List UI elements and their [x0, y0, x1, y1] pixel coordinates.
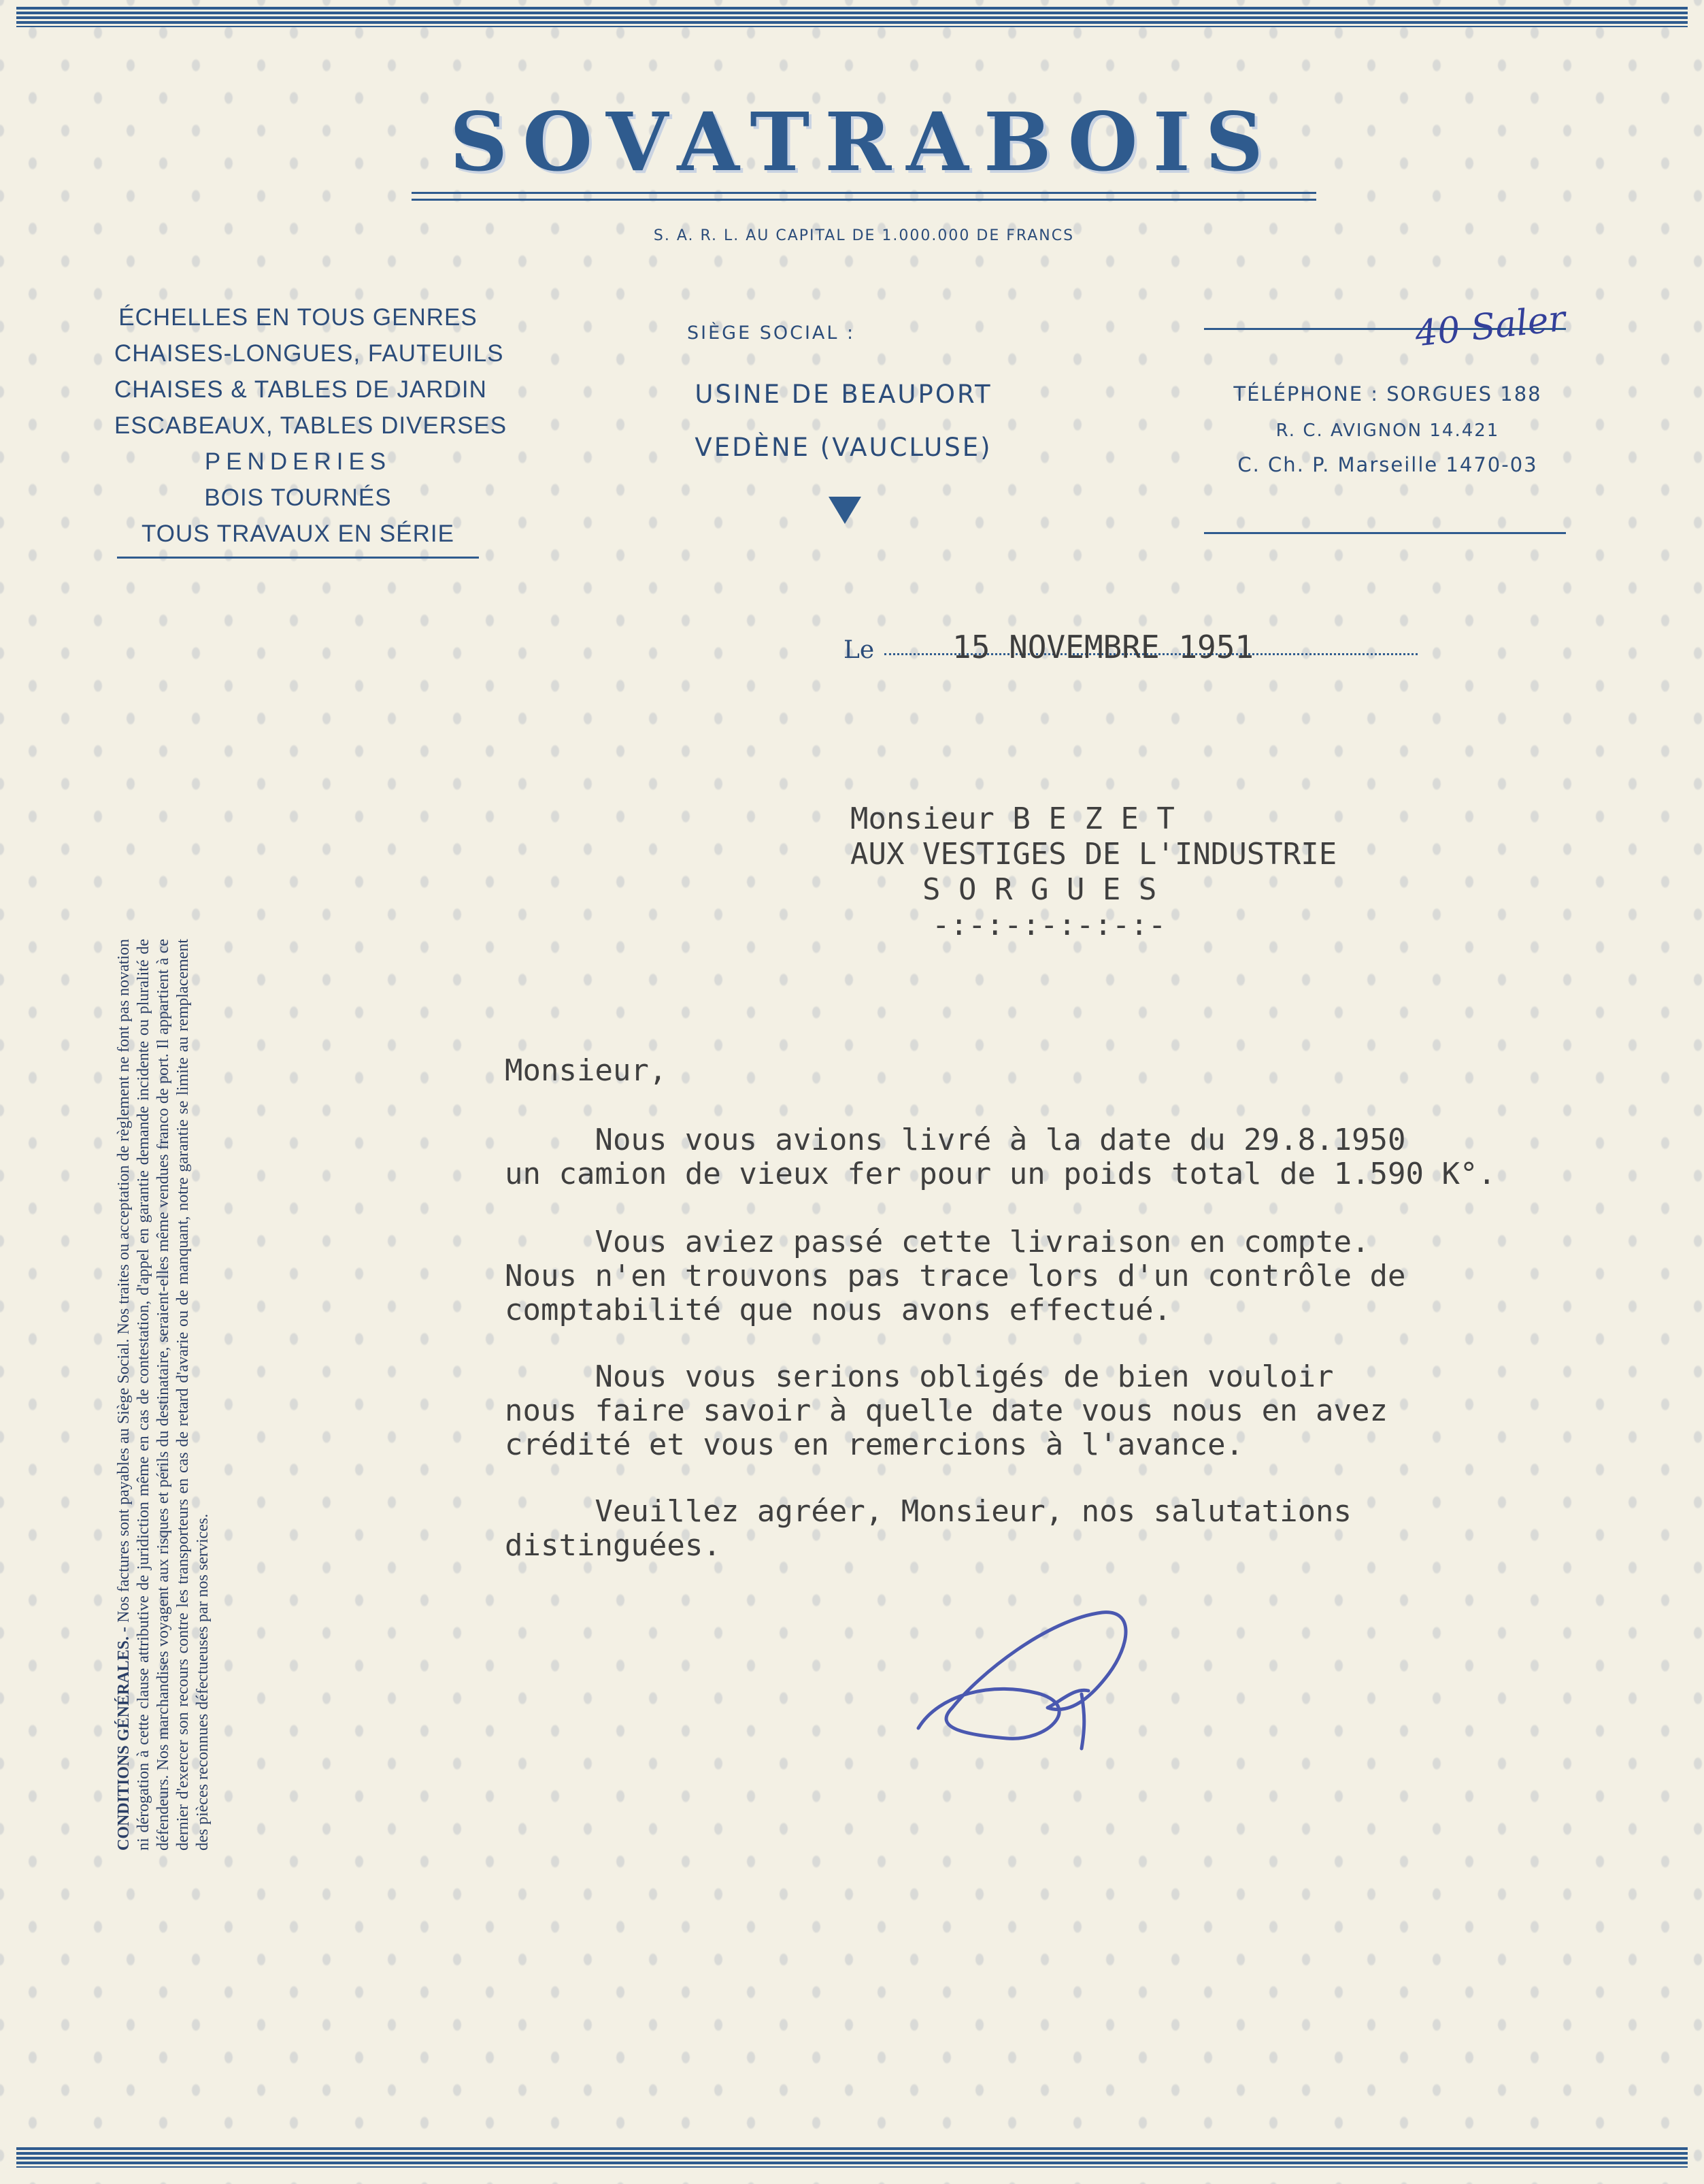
body-line: nous faire savoir à quelle date vous nous en avez	[505, 1393, 1388, 1428]
product-item: BOIS TOURNÉS	[204, 484, 392, 511]
salutation: Monsieur,	[505, 1053, 667, 1088]
company-capital: S. A. R. L. AU CAPITAL DE 1.000.000 DE FRANCS	[653, 227, 1075, 244]
general-conditions-title: CONDITIONS GÉNÉRALES. -	[115, 1627, 133, 1851]
letter-date: 15 NOVEMBRE 1951	[952, 629, 1254, 665]
head-office-line: VEDÈNE (VAUCLUSE)	[695, 433, 992, 462]
recipient-name: Monsieur B E Z E T	[850, 801, 1175, 836]
product-item: CHAISES-LONGUES, FAUTEUILS	[114, 340, 504, 367]
body-line: comptabilité que nous avons effectué.	[505, 1293, 1172, 1327]
company-name: SOVATRABOIS	[450, 95, 1278, 189]
product-item: PENDERIES	[204, 448, 392, 475]
contact-rc: R. C. AVIGNON 14.421	[1275, 420, 1500, 441]
product-list	[114, 299, 507, 552]
head-office-label: SIÈGE SOCIAL :	[687, 322, 856, 344]
product-item: TOUS TRAVAUX EN SÉRIE	[141, 520, 454, 547]
date-label: Le	[843, 636, 875, 664]
recipient-company: AUX VESTIGES DE L'INDUSTRIE	[850, 837, 1337, 872]
contact-ccp: C. Ch. P. Marseille 1470-03	[1237, 453, 1538, 476]
general-conditions	[114, 939, 250, 1851]
head-office-line: USINE DE BEAUPORT	[695, 380, 992, 409]
body-line: Veuillez agréer, Monsieur, nos salutations	[505, 1494, 1352, 1529]
contact-rule-bottom	[1204, 532, 1566, 534]
brand-rule-2	[412, 199, 1316, 201]
product-list-rule	[117, 557, 479, 559]
contact-phone: TÉLÉPHONE : SORGUES 188	[1233, 382, 1542, 406]
signature	[912, 1592, 1143, 1769]
triangle-emblem-icon	[829, 497, 861, 524]
product-item: ÉCHELLES EN TOUS GENRES	[118, 304, 478, 331]
body-line: Nous vous serions obligés de bien vouloir	[505, 1359, 1334, 1394]
recipient-separator: -:-:-:-:-:-:-	[932, 908, 1167, 942]
product-item: ESCABEAUX, TABLES DIVERSES	[114, 412, 507, 439]
bottom-border	[16, 2147, 1688, 2168]
body-line: un camion de vieux fer pour un poids total de 1.590 K°.	[505, 1157, 1496, 1191]
body-line: Nous vous avions livré à la date du 29.8.1950	[505, 1123, 1406, 1157]
body-line: distinguées.	[505, 1528, 721, 1563]
body-line: crédité et vous en remercions à l'avance.	[505, 1427, 1244, 1462]
top-border	[16, 7, 1688, 27]
product-item: CHAISES & TABLES DE JARDIN	[114, 376, 487, 403]
body-line: Nous n'en trouvons pas trace lors d'un contrôle de	[505, 1259, 1406, 1293]
body-line: Vous aviez passé cette livraison en compte.	[505, 1225, 1370, 1259]
recipient-city: S O R G U E S	[922, 872, 1157, 907]
handwritten-annotation: 40 Saler	[1413, 298, 1568, 355]
brand-rule-1	[412, 192, 1316, 194]
general-conditions-text: Nos factures sont payables au Siège Social. Nos traites ou acceptation de règlement ne font pas novation ni dérogation à cette clause attributive de juridiction même en cas de contestation, d'appel en garantie demande incidente ou pluralité de défendeurs. Nos marchandises voyagent aux risques et périls du destinataire, seraient-elles même vendues franco de port. Il appartient à ce dernier d'exercer son recours contre les transporteurs en cas de retard d'avarie ou de manquant, notre garantie se limite au remplacement des pièces reconnues défectueuses par nos services.	[115, 938, 212, 1851]
